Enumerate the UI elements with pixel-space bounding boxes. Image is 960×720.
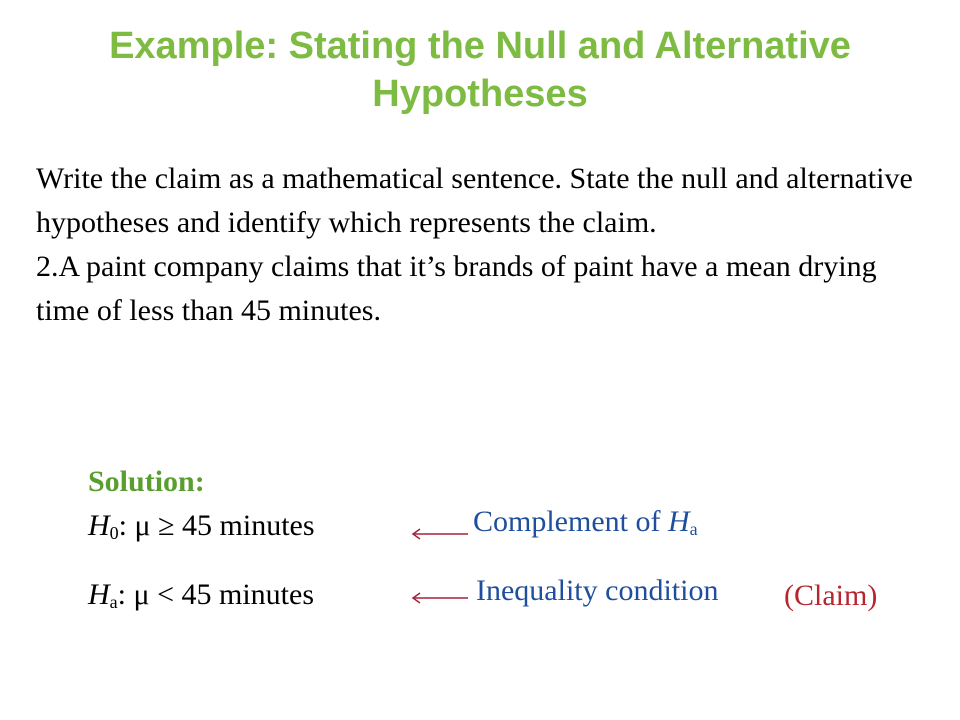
instructions-text: Write the claim as a mathematical sentence. State the null and alternative hypotheses and identify which represents the claim. <box>36 162 913 239</box>
left-arrow-icon <box>410 526 470 542</box>
problem-text <box>36 157 926 333</box>
null-statement: : μ ≥ 45 minutes <box>118 509 315 542</box>
null-note-text: Complement of <box>473 505 668 538</box>
alt-note: Inequality condition <box>476 574 719 607</box>
slide-title: Example: Stating the Null and Alternative Hypotheses <box>109 25 851 115</box>
alt-statement: : μ < 45 minutes <box>117 578 315 611</box>
claim-label: (Claim) <box>784 579 878 612</box>
null-note <box>473 505 698 540</box>
null-hypothesis <box>88 509 315 544</box>
null-subscript: 0 <box>109 523 119 543</box>
null-symbol: H <box>88 509 110 542</box>
null-note-subscript: a <box>689 519 698 539</box>
solution-heading: Solution: <box>88 465 205 498</box>
left-arrow-icon <box>410 590 470 606</box>
null-note-symbol: H <box>667 505 690 538</box>
alt-symbol: H <box>88 578 110 611</box>
alt-subscript: a <box>109 592 118 612</box>
alternative-hypothesis <box>88 578 314 613</box>
problem-statement: 2.A paint company claims that it’s brands of paint have a mean drying time of less than 45 minutes. <box>36 250 877 327</box>
